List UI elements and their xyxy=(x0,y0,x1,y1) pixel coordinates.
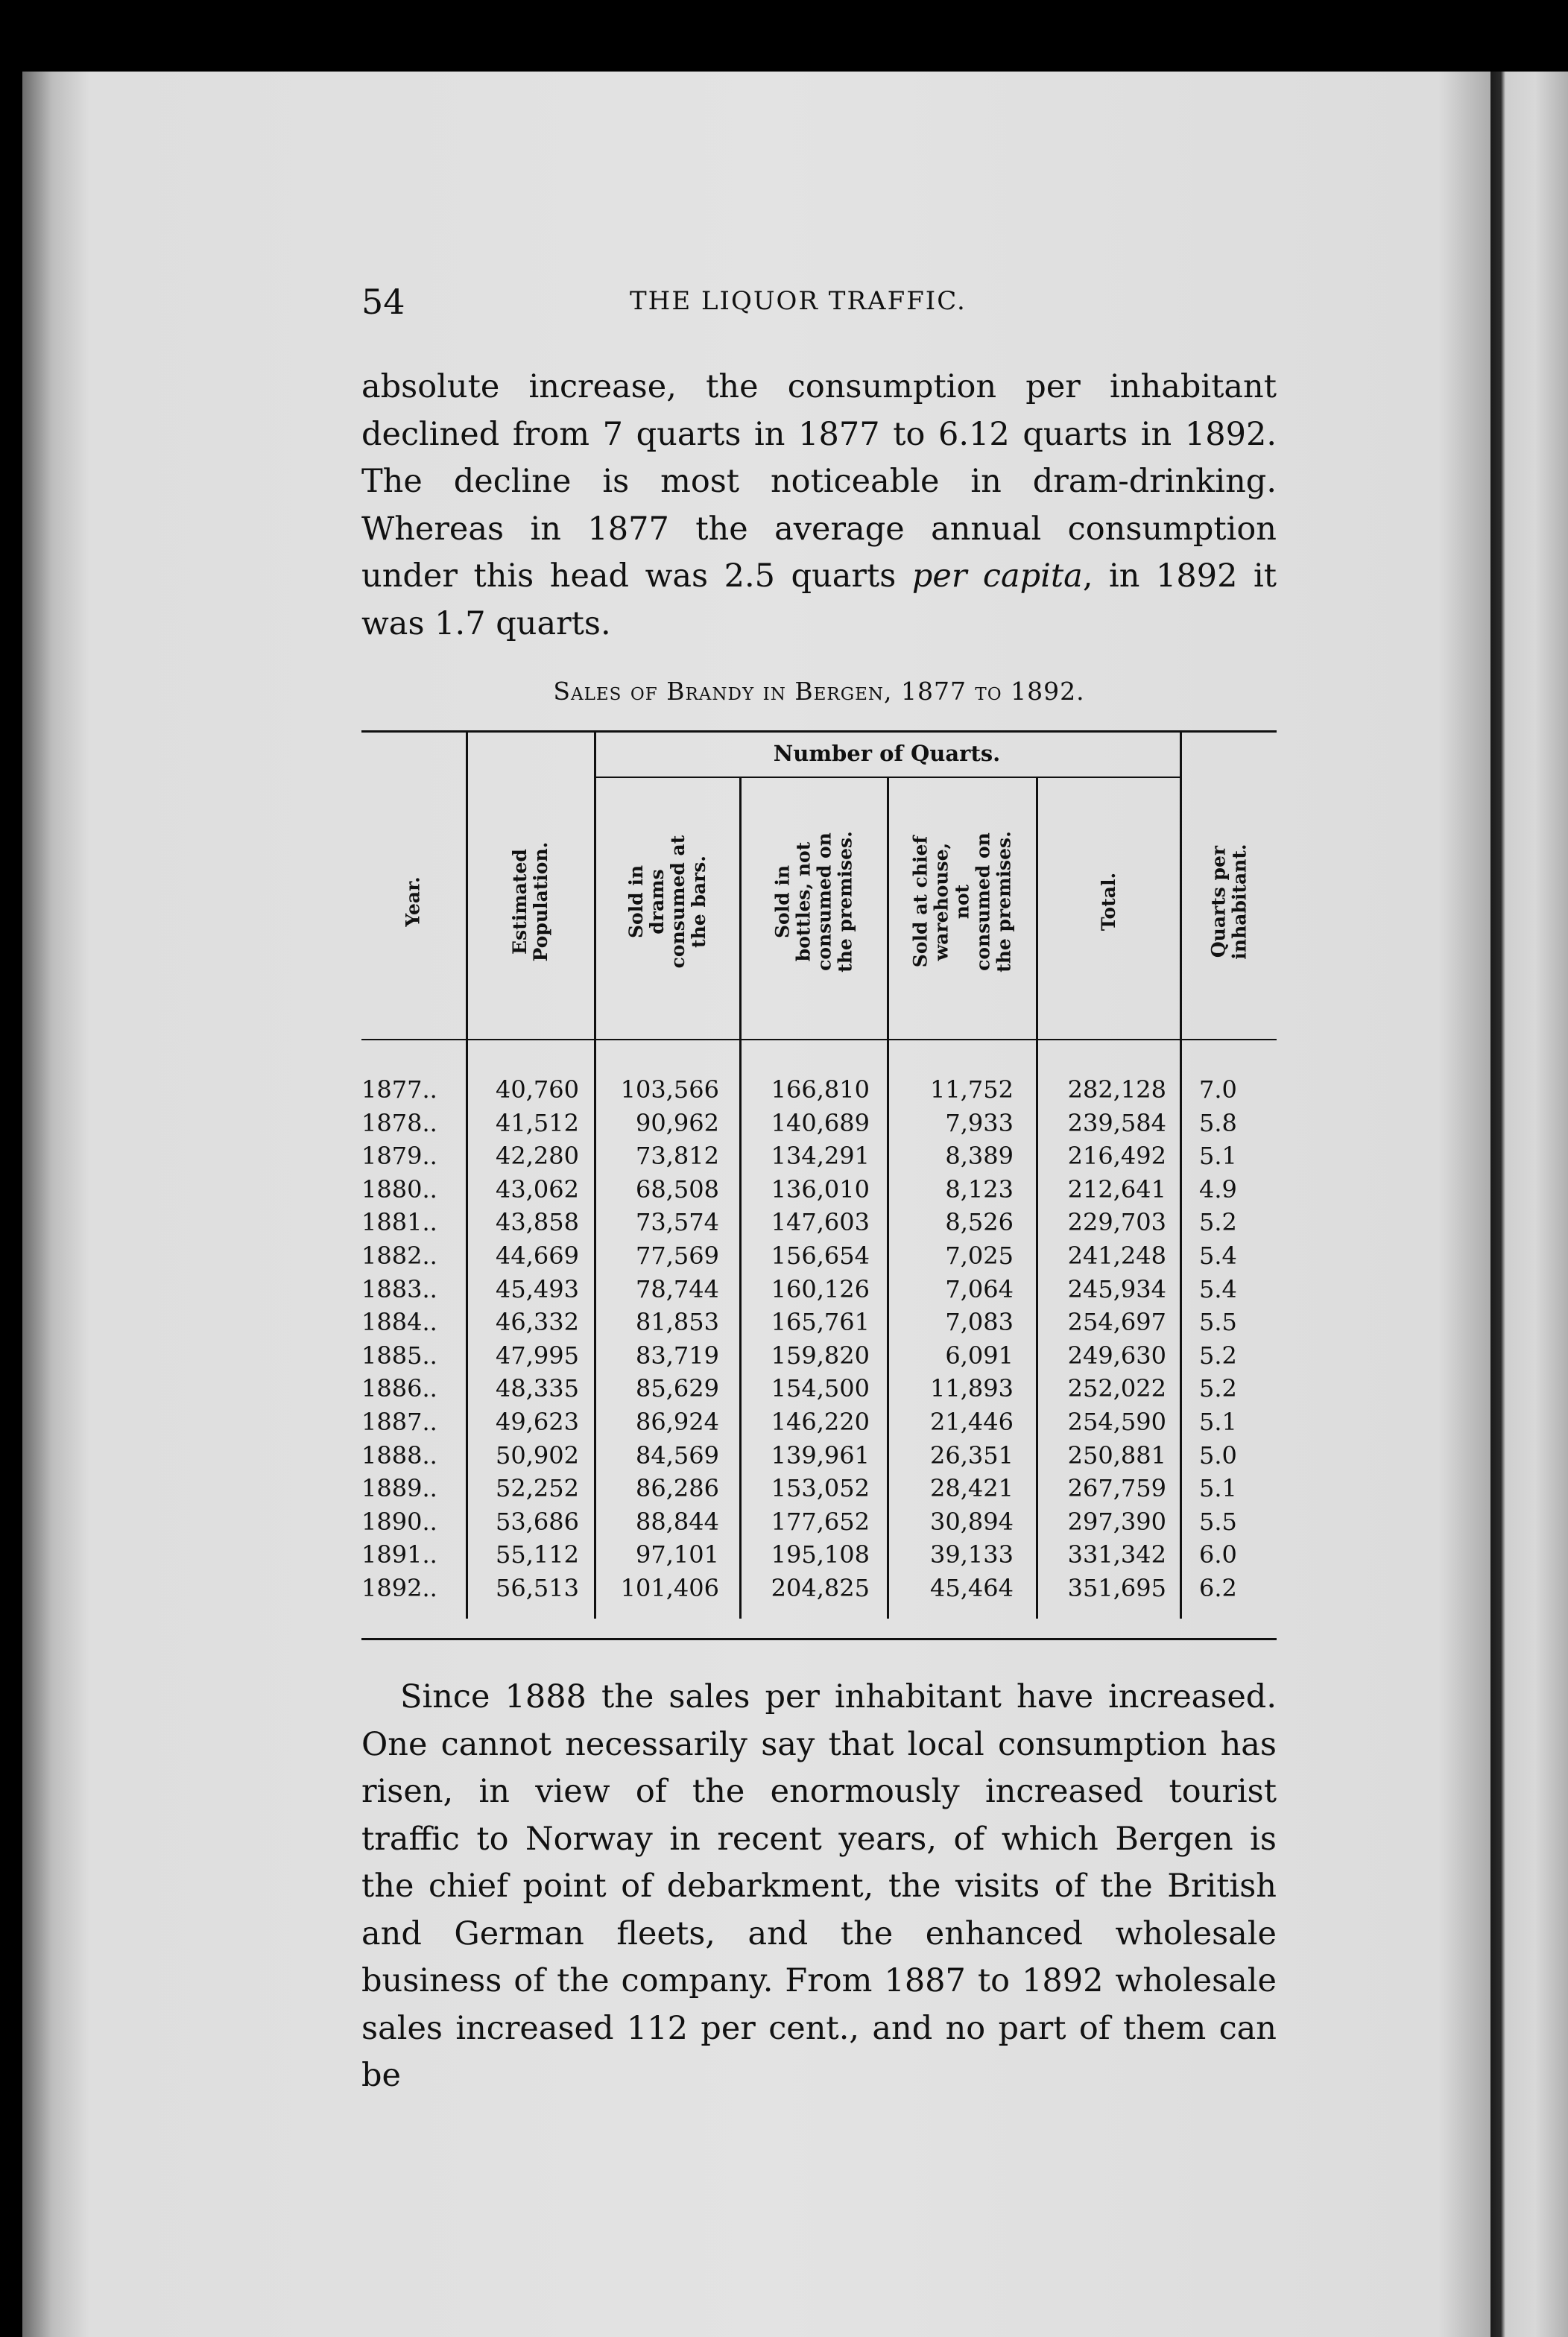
cell-bottles: 195,108 xyxy=(771,1540,870,1569)
cell-bottles: 139,961 xyxy=(771,1441,870,1470)
header-per-inhabitant-text: Quarts per inhabitant. xyxy=(1207,844,1251,960)
table-row xyxy=(361,1472,1277,1505)
table-row xyxy=(361,1405,1277,1439)
cell-year: 1887.. xyxy=(361,1407,437,1436)
group-heading: Number of Quarts. xyxy=(773,741,1001,766)
cell-year: 1884.. xyxy=(361,1308,437,1337)
table-row xyxy=(361,1239,1277,1273)
cell-year: 1888.. xyxy=(361,1441,437,1470)
cell-per-inhabitant: 5.0 xyxy=(1199,1441,1237,1470)
cell-total: 245,934 xyxy=(1067,1274,1166,1303)
table-row xyxy=(361,1073,1277,1107)
cell-year: 1886.. xyxy=(361,1374,437,1403)
header-drams xyxy=(596,782,739,1021)
cell-per-inhabitant: 5.1 xyxy=(1199,1407,1237,1436)
cell-warehouse: 6,091 xyxy=(945,1341,1014,1370)
table-body xyxy=(361,1073,1277,1605)
cell-per-inhabitant: 4.9 xyxy=(1199,1174,1237,1204)
cell-bottles: 160,126 xyxy=(771,1274,870,1303)
cell-warehouse: 30,894 xyxy=(930,1507,1014,1536)
cell-bottles: 136,010 xyxy=(771,1174,870,1204)
cell-population: 47,995 xyxy=(496,1341,579,1370)
cell-warehouse: 11,893 xyxy=(930,1374,1014,1403)
cell-bottles: 153,052 xyxy=(771,1474,870,1503)
cell-total: 331,342 xyxy=(1067,1540,1166,1569)
cell-per-inhabitant: 5.4 xyxy=(1199,1274,1237,1303)
cell-population: 49,623 xyxy=(496,1407,579,1436)
cell-year: 1892.. xyxy=(361,1573,437,1602)
cell-year: 1889.. xyxy=(361,1474,437,1503)
cell-bottles: 147,603 xyxy=(771,1208,870,1237)
paragraph-intro-text-a: absolute increase, the consumption per inhabitant declined from 7 quarts in 1877 to 6.12 quarts in 1892. The decline is most noticeable in dram-drinking. Whereas in 1877 the average annual consumption under this head was 2.5 quarts xyxy=(361,368,1277,595)
paragraph-since-1888: Since 1888 the sales per inhabitant have increased. One cannot necessarily say that local consumption has risen, in view of the enormously increased tourist traffic to Norway in recent years, of which Bergen is the chief point of debarkment, the visits of the British and German fleets, and the enhanced wholesale business of the company. From 1887 to 1892 wholesale sales increased 112 per cent., and no part of them can be xyxy=(361,1678,1277,2094)
cell-per-inhabitant: 5.1 xyxy=(1199,1142,1237,1171)
cell-year: 1891.. xyxy=(361,1540,437,1569)
cell-drams: 86,924 xyxy=(636,1407,719,1436)
cell-bottles: 159,820 xyxy=(771,1341,870,1370)
cell-total: 229,703 xyxy=(1067,1208,1166,1237)
header-per-inhabitant xyxy=(1182,782,1277,1021)
cell-bottles: 166,810 xyxy=(771,1075,870,1104)
table-row xyxy=(361,1505,1277,1539)
cell-per-inhabitant: 5.2 xyxy=(1199,1374,1237,1403)
table-row xyxy=(361,1206,1277,1239)
cell-drams: 101,406 xyxy=(620,1573,719,1602)
header-total xyxy=(1038,782,1180,1021)
cell-warehouse: 7,933 xyxy=(945,1108,1014,1137)
table-bottom-rule xyxy=(361,1638,1277,1640)
cell-drams: 86,286 xyxy=(636,1474,719,1503)
cell-drams: 90,962 xyxy=(636,1108,719,1137)
cell-warehouse: 21,446 xyxy=(930,1407,1014,1436)
table-row xyxy=(361,1306,1277,1339)
cell-total: 241,248 xyxy=(1067,1241,1166,1270)
cell-warehouse: 7,064 xyxy=(945,1274,1014,1303)
table-row xyxy=(361,1372,1277,1405)
cell-population: 43,858 xyxy=(496,1208,579,1237)
cell-population: 40,760 xyxy=(496,1075,579,1104)
header-warehouse-text: Sold at chief warehouse, not consumed on the premises. xyxy=(909,831,1015,973)
cell-drams: 83,719 xyxy=(636,1341,719,1370)
page-header xyxy=(361,282,1277,334)
header-total-text: Total. xyxy=(1097,872,1119,932)
cell-per-inhabitant: 6.2 xyxy=(1199,1573,1237,1602)
cell-drams: 84,569 xyxy=(636,1441,719,1470)
cell-year: 1882.. xyxy=(361,1241,437,1270)
cell-total: 250,881 xyxy=(1067,1441,1166,1470)
brandy-sales-table xyxy=(361,730,1277,1639)
table-row xyxy=(361,1273,1277,1306)
cell-total: 216,492 xyxy=(1067,1142,1166,1171)
header-bottles xyxy=(742,782,887,1021)
table-row xyxy=(361,1139,1277,1173)
cell-bottles: 146,220 xyxy=(771,1407,870,1436)
cell-population: 44,669 xyxy=(496,1241,579,1270)
cell-drams: 97,101 xyxy=(636,1540,719,1569)
cell-bottles: 140,689 xyxy=(771,1108,870,1137)
paragraph-intro xyxy=(361,364,1277,648)
cell-total: 351,695 xyxy=(1067,1573,1166,1602)
cell-per-inhabitant: 6.0 xyxy=(1199,1540,1237,1569)
cell-warehouse: 28,421 xyxy=(930,1474,1014,1503)
paragraph-intro-italic: per capita xyxy=(911,557,1083,595)
cell-population: 52,252 xyxy=(496,1474,579,1503)
cell-warehouse: 7,083 xyxy=(945,1308,1014,1337)
table-row xyxy=(361,1173,1277,1207)
cell-per-inhabitant: 5.1 xyxy=(1199,1474,1237,1503)
running-title: THE LIQUOR TRAFFIC. xyxy=(630,286,967,316)
cell-population: 46,332 xyxy=(496,1308,579,1337)
cell-drams: 88,844 xyxy=(636,1507,719,1536)
cell-population: 41,512 xyxy=(496,1108,579,1137)
cell-drams: 73,812 xyxy=(636,1142,719,1171)
cell-population: 45,493 xyxy=(496,1274,579,1303)
cell-population: 43,062 xyxy=(496,1174,579,1204)
cell-warehouse: 8,526 xyxy=(945,1208,1014,1237)
cell-total: 254,590 xyxy=(1067,1407,1166,1436)
cell-per-inhabitant: 7.0 xyxy=(1199,1075,1237,1104)
cell-per-inhabitant: 5.5 xyxy=(1199,1507,1237,1536)
table-row xyxy=(361,1572,1277,1605)
table-row xyxy=(361,1538,1277,1572)
cell-per-inhabitant: 5.8 xyxy=(1199,1108,1237,1137)
cell-warehouse: 11,752 xyxy=(930,1075,1014,1104)
cell-year: 1890.. xyxy=(361,1507,437,1536)
table-caption: Sales of Brandy in Bergen, 1877 to 1892. xyxy=(553,677,1085,706)
cell-bottles: 156,654 xyxy=(771,1241,870,1270)
cell-drams: 77,569 xyxy=(636,1241,719,1270)
cell-total: 254,697 xyxy=(1067,1308,1166,1337)
cell-warehouse: 7,025 xyxy=(945,1241,1014,1270)
paragraph-intro-text-b: , in 1892 it was 1.7 quarts. xyxy=(361,557,1277,642)
header-year xyxy=(361,782,466,1021)
cell-year: 1881.. xyxy=(361,1208,437,1237)
cell-population: 53,686 xyxy=(496,1507,579,1536)
header-warehouse xyxy=(889,782,1036,1021)
cell-bottles: 134,291 xyxy=(771,1142,870,1171)
cell-drams: 103,566 xyxy=(620,1075,719,1104)
cell-bottles: 154,500 xyxy=(771,1374,870,1403)
cell-drams: 68,508 xyxy=(636,1174,719,1204)
cell-population: 50,902 xyxy=(496,1441,579,1470)
cell-per-inhabitant: 5.4 xyxy=(1199,1241,1237,1270)
header-bottom-rule xyxy=(361,1039,1277,1040)
table-row xyxy=(361,1439,1277,1473)
cell-year: 1879.. xyxy=(361,1142,437,1171)
cell-bottles: 177,652 xyxy=(771,1507,870,1536)
cell-warehouse: 45,464 xyxy=(930,1573,1014,1602)
cell-warehouse: 8,123 xyxy=(945,1174,1014,1204)
cell-bottles: 204,825 xyxy=(771,1573,870,1602)
cell-year: 1885.. xyxy=(361,1341,437,1370)
table-top-rule xyxy=(361,730,1277,733)
cell-year: 1880.. xyxy=(361,1174,437,1204)
cell-total: 212,641 xyxy=(1067,1174,1166,1204)
header-population-text: Estimated Population. xyxy=(509,841,551,962)
cell-total: 249,630 xyxy=(1067,1341,1166,1370)
cell-year: 1878.. xyxy=(361,1108,437,1137)
cell-population: 55,112 xyxy=(496,1540,579,1569)
cell-year: 1883.. xyxy=(361,1274,437,1303)
header-bottles-text: Sold in bottles, not consumed on the premises. xyxy=(771,831,856,973)
cell-per-inhabitant: 5.2 xyxy=(1199,1341,1237,1370)
book-gutter xyxy=(1490,72,1568,2337)
cell-drams: 85,629 xyxy=(636,1374,719,1403)
cell-total: 267,759 xyxy=(1067,1474,1166,1503)
cell-population: 56,513 xyxy=(496,1573,579,1602)
cell-drams: 78,744 xyxy=(636,1274,719,1303)
page-content xyxy=(361,0,1277,2337)
cell-population: 48,335 xyxy=(496,1374,579,1403)
cell-total: 297,390 xyxy=(1067,1507,1166,1536)
cell-total: 252,022 xyxy=(1067,1374,1166,1403)
cell-total: 239,584 xyxy=(1067,1108,1166,1137)
page-number: 54 xyxy=(361,282,405,322)
cell-bottles: 165,761 xyxy=(771,1308,870,1337)
header-drams-text: Sold in drams consumed at the bars. xyxy=(625,835,709,969)
cell-total: 282,128 xyxy=(1067,1075,1166,1104)
cell-per-inhabitant: 5.2 xyxy=(1199,1208,1237,1237)
table-row xyxy=(361,1339,1277,1373)
table-row xyxy=(361,1107,1277,1140)
cell-warehouse: 39,133 xyxy=(930,1540,1014,1569)
cell-warehouse: 26,351 xyxy=(930,1441,1014,1470)
header-year-text: Year. xyxy=(402,876,424,927)
cell-drams: 73,574 xyxy=(636,1208,719,1237)
cell-population: 42,280 xyxy=(496,1142,579,1171)
cell-drams: 81,853 xyxy=(636,1308,719,1337)
cell-per-inhabitant: 5.5 xyxy=(1199,1308,1237,1337)
header-population xyxy=(467,782,594,1021)
cell-warehouse: 8,389 xyxy=(945,1142,1014,1171)
cell-year: 1877.. xyxy=(361,1075,437,1104)
